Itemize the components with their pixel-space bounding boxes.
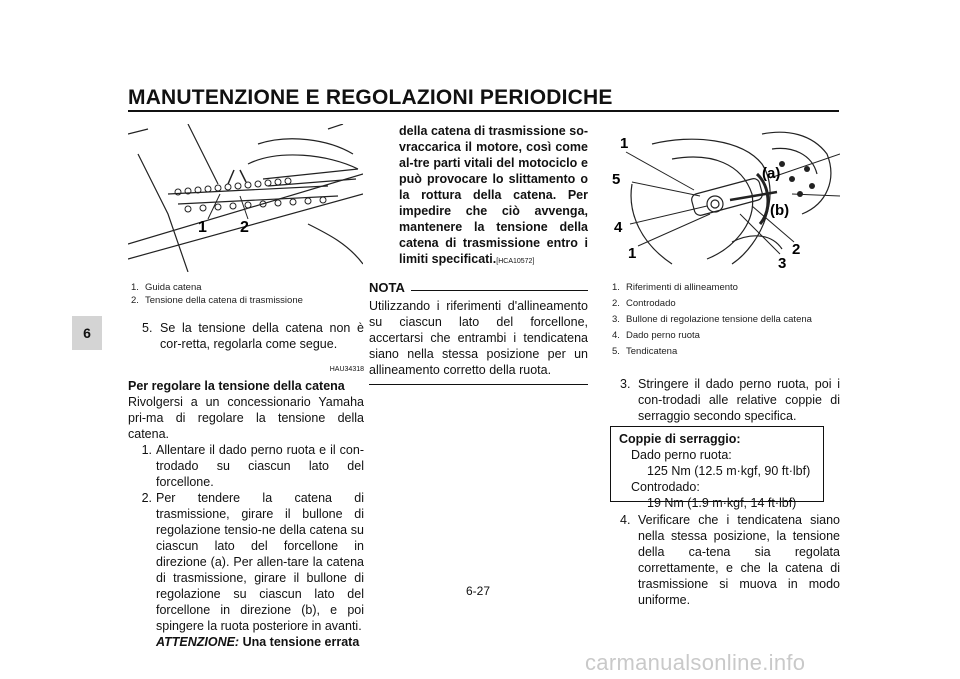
figure-right-label-1a: 1: [620, 135, 629, 152]
section-intro: Rivolgersi a un concessionario Yamaha pri-ma di regolare la tensione della catena.: [128, 395, 364, 441]
step-2: 2. Per tendere la catena di trasmissione, girare il bullone di regolazione tensio-ne della catena su ciascun lato del forcellone in direzione (a). Per allen-tare la catena di trasmissione, girare il bullone di regolazione su ciascun lato del forcellone in direzione (b), e poi spingere la ruota posteriore in avanti. ATTENZIONE: Una tensione errata: [141, 491, 364, 649]
figure-left-label-1: 1: [198, 219, 207, 236]
figure-right-label-b: (b): [770, 202, 790, 219]
warning-start: Una tensione errata: [242, 635, 360, 649]
figure-right-label-3: 3: [778, 255, 787, 272]
caption-item: 1. Guida catena: [131, 282, 202, 293]
page-number: 6-27: [466, 584, 491, 598]
watermark: carmanualsonline.info: [585, 650, 806, 675]
spec-line: Dado perno ruota:: [631, 448, 732, 462]
figure-right-label-a: (a): [762, 165, 781, 182]
figure-right-captions: [612, 281, 840, 358]
middle-column: [369, 123, 588, 385]
spec-line: 125 Nm (12.5 m·kgf, 90 ft·lbf): [647, 464, 811, 478]
caption-item: 2. Tensione della catena di trasmissione: [131, 295, 303, 306]
nota-title: NOTA: [369, 280, 405, 295]
left-column: [128, 320, 364, 650]
caption-item: 3. Bullone di regolazione tensione della catena: [612, 314, 812, 325]
section-title: Per regolare la tensione della catena: [128, 379, 345, 393]
spec-title: Coppie di serraggio:: [619, 432, 741, 446]
chain-adjuster-illustration: [612, 124, 840, 272]
nota-rule-top: [411, 290, 588, 291]
spec-line: Controdado:: [631, 480, 700, 494]
header-rule: [128, 110, 839, 112]
step-3: 3. Stringere il dado perno ruota, poi i con-trodadi alle relative coppie di serraggio secondo specifica.: [620, 377, 840, 423]
chapter-tab[interactable]: [72, 316, 102, 350]
warning-ref: [HCA10572]: [496, 258, 535, 265]
caption-item: 4. Dado perno ruota: [612, 330, 700, 341]
chain-tension-illustration: [128, 124, 363, 272]
nota-text: Utilizzando i riferimenti d'allineamento su ciascun lato del forcellone, accertarsi che entrambi i tendicatena siano nella stessa posizione per un allineamento corretto della ruota.: [369, 299, 588, 377]
nota-rule-bottom: [369, 384, 588, 385]
page-title: MANUTENZIONE E REGOLAZIONI PERIODICHE: [128, 86, 613, 109]
section-code: HAU34318: [329, 366, 364, 373]
figure-left-label-2: 2: [240, 219, 249, 236]
step-5: 5. Se la tensione della catena non è cor-retta, regolarla come segue.: [142, 321, 364, 351]
caption-item: 2. Controdado: [612, 298, 676, 309]
chapter-tab-label: 6: [83, 325, 91, 341]
figure-right-label-4: 4: [614, 219, 623, 236]
nota-heading: [369, 280, 588, 296]
right-column: [610, 376, 840, 424]
spec-line: 19 Nm (1.9 m·kgf, 14 ft·lbf): [647, 496, 797, 510]
warning-continuation: della catena di trasmissione so-vraccarica il motore, così come al-tre parti vitali del motociclo e può provocare lo slittamento o la rottura della catena. Per impedire che ciò avvenga, mantenere la tensione della catena di trasmissione entro i limiti specificati.[HCA10572]: [399, 124, 588, 266]
step-4: 4. Verificare che i tendicatena siano nella stessa posizione, la tensione della ca-tena sia regolata correttamente, e che la catena di trasmissione si muova in modo uniforme.: [620, 513, 840, 607]
caption-item: 1. Riferimenti di allineamento: [612, 282, 738, 293]
attenzione-label: ATTENZIONE:: [156, 635, 240, 649]
torque-spec-box: [610, 426, 824, 510]
figure-right-label-2: 2: [792, 241, 801, 258]
right-column-lower: [610, 512, 840, 608]
figure-right-label-1b: 1: [628, 245, 637, 262]
step-1: 1. Allentare il dado perno ruota e il con-trodado su ciascun lato del forcellone.: [141, 443, 364, 489]
figure-right-label-5: 5: [612, 171, 621, 188]
caption-item: 5. Tendicatena: [612, 346, 678, 357]
figure-left-captions: [131, 281, 366, 307]
